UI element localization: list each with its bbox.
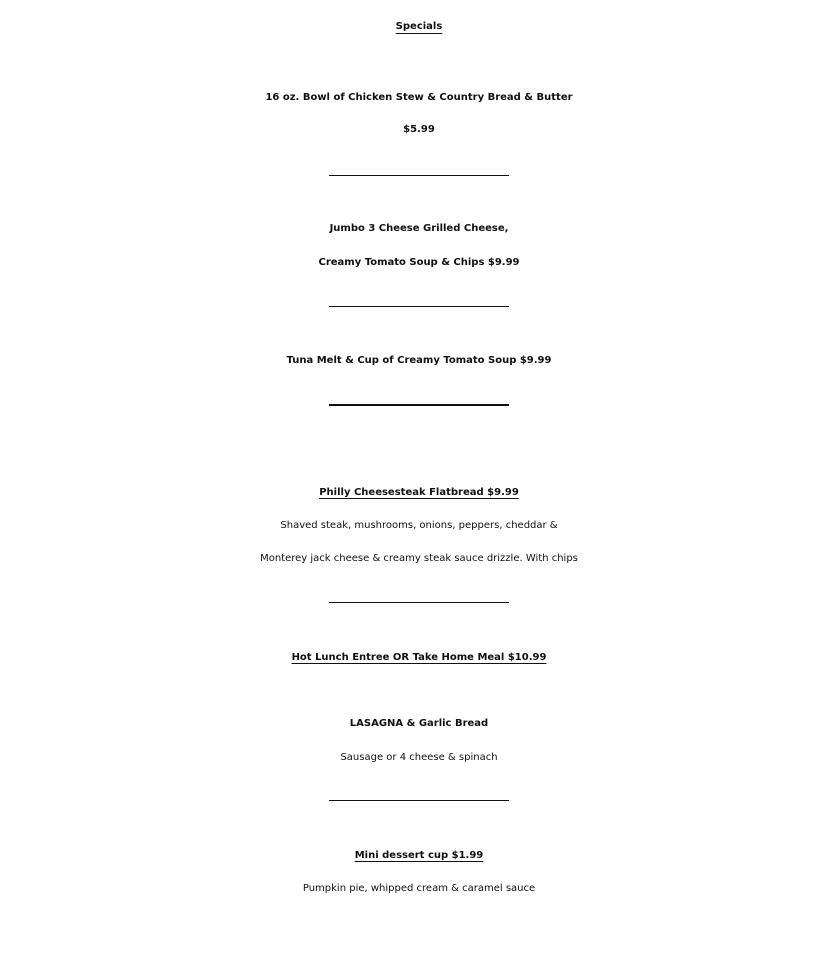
- special-4-description-cont: Monterey jack cheese & creamy steak sauce drizzle. With chips: [260, 553, 578, 564]
- divider: [329, 175, 509, 176]
- divider: [329, 800, 509, 801]
- page-title: Specials: [395, 21, 443, 32]
- special-1-name: 16 oz. Bowl of Chicken Stew & Country Bread & Butter: [265, 92, 573, 103]
- special-4-description: Shaved steak, mushrooms, onions, peppers, cheddar &: [280, 520, 558, 531]
- special-3-name: Tuna Melt & Cup of Creamy Tomato Soup $9.99: [286, 355, 552, 366]
- special-1-price: $5.99: [403, 124, 435, 135]
- special-6-description: Pumpkin pie, whipped cream & caramel sauce: [302, 883, 536, 894]
- special-2-name: Jumbo 3 Cheese Grilled Cheese,: [329, 223, 509, 234]
- divider: [329, 602, 509, 603]
- special-6-heading: Mini dessert cup $1.99: [354, 850, 484, 861]
- special-5-heading: Hot Lunch Entree OR Take Home Meal $10.99: [291, 652, 547, 663]
- special-4-heading: Philly Cheesesteak Flatbread $9.99: [319, 487, 519, 498]
- special-5-description: Sausage or 4 cheese & spinach: [340, 752, 498, 763]
- divider: [329, 404, 509, 406]
- special-5-subheading: LASAGNA & Garlic Bread: [349, 718, 489, 729]
- divider: [329, 306, 509, 307]
- special-2-name-cont: Creamy Tomato Soup & Chips $9.99: [318, 257, 520, 268]
